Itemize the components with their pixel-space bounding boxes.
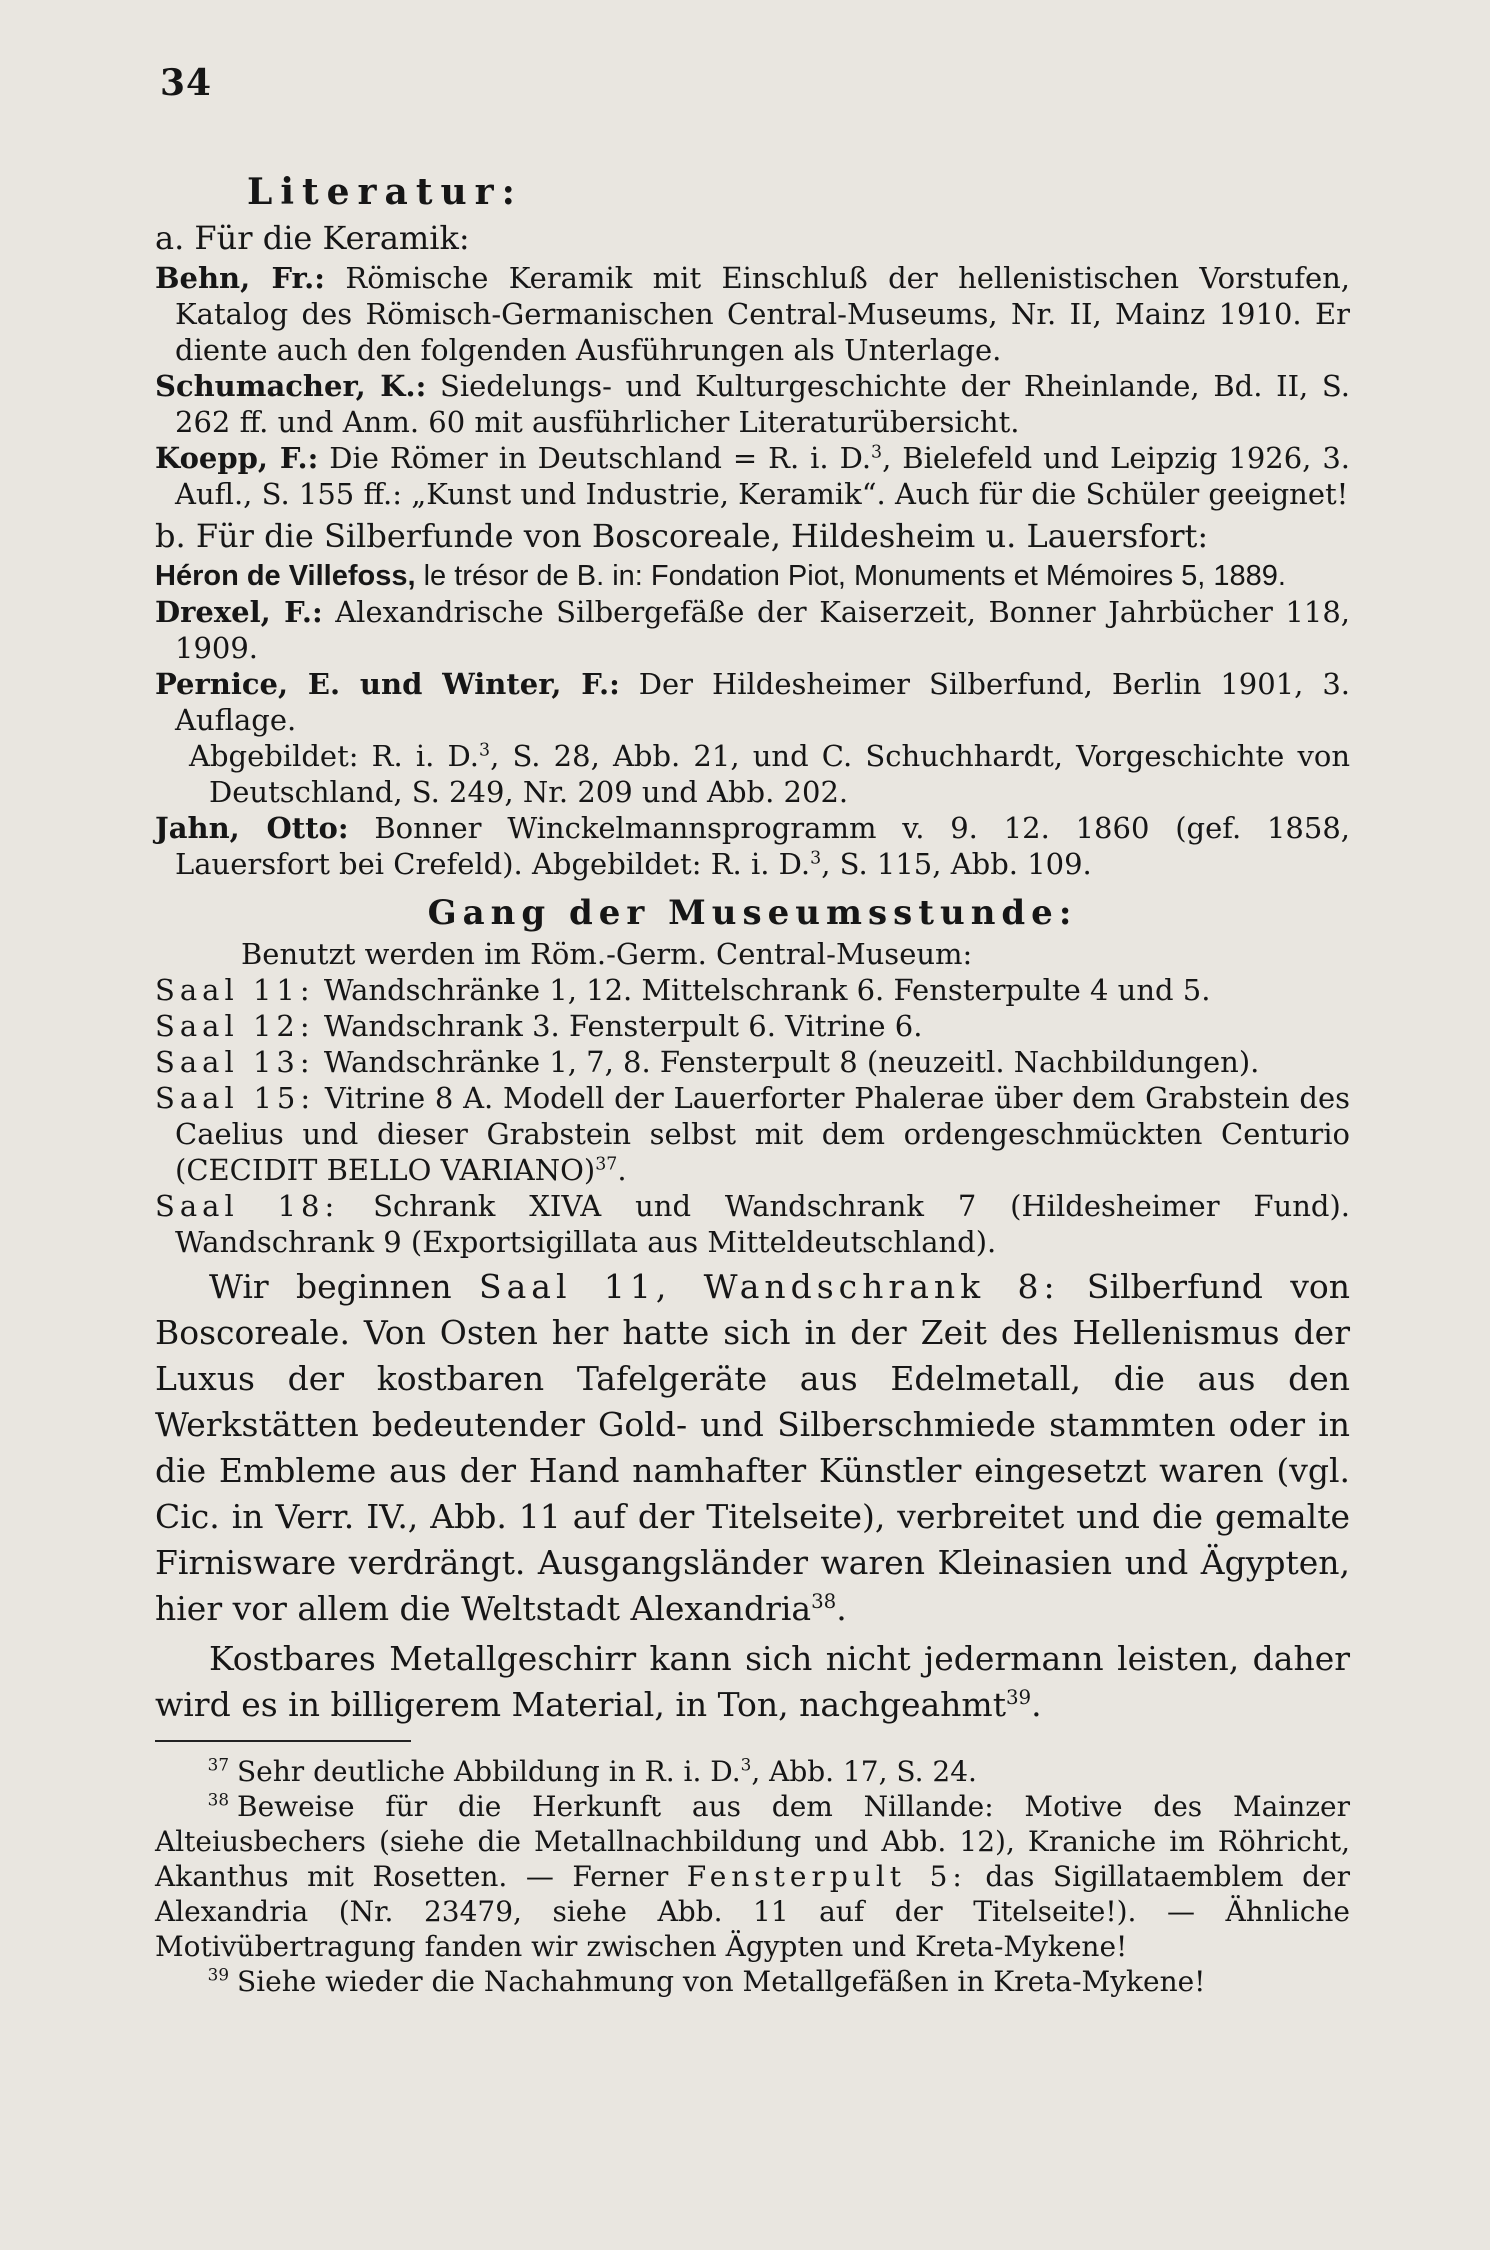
punctuation: . bbox=[836, 1589, 847, 1628]
room-entry bbox=[155, 1008, 1350, 1044]
entry-text: , S. 115, Abb. 109. bbox=[821, 847, 1092, 881]
entry-author: Jahn, Otto: bbox=[155, 811, 349, 845]
room-label: Saal 12: bbox=[155, 1009, 315, 1043]
paragraph-text: Wir beginnen bbox=[209, 1267, 452, 1306]
room-text: Schrank XIVA und Wandschrank 7 (Hildesheimer Fund). Wandschrank 9 (Exportsigillata aus Mitteldeutschland). bbox=[175, 1189, 1350, 1259]
museum-heading: Gang der Museumsstunde: bbox=[427, 893, 1078, 933]
footnote-text: das Sigillataemblem der Alexandria (Nr. 23479, siehe Abb. 11 auf der Titelseite!). — Ähnliche Motivübertragung fanden wir zwischen Ägypten und Kreta-Mykene! bbox=[155, 1860, 1351, 1963]
literature-entry bbox=[155, 558, 1350, 594]
entry-author: Drexel, F.: bbox=[155, 595, 323, 629]
footnote-ref: 39 bbox=[1005, 1686, 1032, 1709]
page-content bbox=[155, 170, 1350, 1999]
entry-text: le trésor de B. in: Fondation Piot, Monuments et Mémoires 5, 1889. bbox=[423, 560, 1286, 592]
room-label: Saal 18: bbox=[155, 1189, 340, 1223]
footnote-number: 39 bbox=[207, 1964, 229, 1985]
room-label: Saal 13: bbox=[155, 1045, 315, 1079]
superscript: 3 bbox=[479, 740, 491, 761]
footnote-rule bbox=[155, 1740, 411, 1742]
literature-entry bbox=[155, 440, 1350, 512]
footnote-text: Siehe wieder die Nachahmung von Metallgefäßen in Kreta-Mykene! bbox=[237, 1965, 1206, 1998]
literature-subheading-b: b. Für die Silberfunde von Boscoreale, Hildesheim u. Lauersfort: bbox=[155, 517, 1209, 555]
room-text: Wandschrank 3. Fensterpult 6. Vitrine 6. bbox=[323, 1009, 923, 1043]
literature-subheading-a: a. Für die Keramik: bbox=[155, 219, 470, 257]
entry-author: Héron de Villefoss, bbox=[155, 560, 416, 592]
literature-entry bbox=[155, 666, 1350, 738]
paragraph-text: Silberfund von Boscoreale. Von Osten her hatte sich in der Zeit des Hellenismus der Luxus der kostbaren Tafelgeräte aus Edelmetall, die aus den Werkstätten bedeutender Gold- und Silberschmiede stammten oder in die Embleme aus der Hand namhafter Künstler eingesetzt waren (vgl. Cic. in Verr. IV., Abb. 11 auf der Titelseite), verbreitet und die gemalte Firnisware verdrängt. Ausgangsländer waren Kleinasien und Ägypten, hier vor allem die Weltstadt Alexandria bbox=[155, 1267, 1351, 1628]
room-entry bbox=[155, 1044, 1350, 1080]
footnote bbox=[155, 1754, 1350, 1789]
entry-text: , S. 28, Abb. 21, und C. Schuchhardt, Vorgeschichte von Deutschland, S. 249, Nr. 209 und Abb. 202. bbox=[209, 739, 1350, 809]
room-text: Wandschränke 1, 7, 8. Fensterpult 8 (neuzeitl. Nachbildungen). bbox=[323, 1045, 1260, 1079]
entry-text: Der Hildesheimer Silberfund, Berlin 1901, 3. Auflage. bbox=[175, 667, 1350, 737]
room-label: Saal 11: bbox=[155, 973, 315, 1007]
punctuation: . bbox=[617, 1153, 627, 1187]
room-text: Vitrine 8 A. Modell der Lauerforter Phalerae über dem Grabstein des Caelius und dieser Grabstein selbst mit dem ordengeschmückten Centurio (CECIDIT BELLO VARIANO) bbox=[175, 1081, 1350, 1187]
entry-text: Römische Keramik mit Einschluß der hellenistischen Vorstufen, Katalog des Römisch-Germanischen Central-Museums, Nr. II, Mainz 1910. Er diente auch den folgenden Ausführungen als Unterlage. bbox=[175, 261, 1350, 367]
literature-entry bbox=[155, 368, 1350, 440]
room-text: Wandschränke 1, 12. Mittelschrank 6. Fensterpulte 4 und 5. bbox=[323, 973, 1211, 1007]
page-number: 34 bbox=[160, 62, 213, 104]
footnote-ref: 38 bbox=[811, 1590, 837, 1613]
entry-text: , Bielefeld und Leipzig 1926, 3. Aufl., S. 155 ff.: „Kunst und Industrie, Keramik“. Auch für die Schüler geeignet! bbox=[175, 441, 1351, 511]
entry-author: Schumacher, K.: bbox=[155, 369, 427, 403]
entry-text: Bonner Winckelmannsprogramm v. 9. 12. 1860 (gef. 1858, Lauersfort bei Crefeld). Abgebildet: R. i. D. bbox=[175, 811, 1350, 881]
body-paragraph bbox=[155, 1636, 1350, 1728]
body-paragraph bbox=[155, 1264, 1350, 1632]
superscript: 3 bbox=[740, 1754, 752, 1775]
entry-text: Abgebildet: R. i. D. bbox=[189, 739, 479, 773]
literature-entry bbox=[155, 260, 1350, 368]
entry-author: Pernice, E. und Winter, F.: bbox=[155, 667, 620, 701]
footnote-number: 38 bbox=[207, 1789, 229, 1810]
entry-text: Siedelungs- und Kulturgeschichte der Rheinlande, Bd. II, S. 262 ff. und Anm. 60 mit ausführlicher Literaturübersicht. bbox=[175, 369, 1350, 439]
entry-text: Die Römer in Deutschland = R. i. D. bbox=[329, 441, 872, 475]
literature-note bbox=[155, 738, 1350, 810]
footnote bbox=[155, 1789, 1350, 1964]
footnote-text: , Abb. 17, S. 24. bbox=[751, 1755, 977, 1788]
literature-entry bbox=[155, 594, 1350, 666]
paragraph-text: Kostbares Metallgeschirr kann sich nicht jedermann leisten, daher wird es in billigerem Material, in Ton, nachgeahmt bbox=[155, 1639, 1350, 1724]
entry-author: Koepp, F.: bbox=[155, 441, 319, 475]
museum-intro: Benutzt werden im Röm.-Germ. Central-Museum: bbox=[241, 937, 973, 971]
punctuation: . bbox=[1031, 1685, 1042, 1724]
room-label: Saal 15: bbox=[155, 1081, 316, 1115]
entry-author: Behn, Fr.: bbox=[155, 261, 325, 295]
room-entry bbox=[155, 1080, 1350, 1188]
literature-entry bbox=[155, 810, 1350, 882]
footnote-number: 37 bbox=[207, 1754, 229, 1775]
room-entry bbox=[155, 1188, 1350, 1260]
footnote-text: Beweise für die Herkunft aus dem Nillande: Motive des Mainzer Alteiusbechers (siehe die Metallnachbildung und Abb. 12), Kraniche im Röhricht, Akanthus mit Rosetten. — Ferner bbox=[155, 1790, 1350, 1893]
superscript: 3 bbox=[810, 848, 822, 869]
literature-heading: Literatur: bbox=[247, 171, 523, 213]
room-reference: Saal 11, Wandschrank 8: bbox=[478, 1267, 1060, 1306]
superscript: 3 bbox=[871, 442, 883, 463]
entry-text: Alexandrische Silbergefäße der Kaiserzeit, Bonner Jahrbücher 118, 1909. bbox=[175, 595, 1350, 665]
room-entry bbox=[155, 972, 1350, 1008]
footnote-ref: 37 bbox=[595, 1154, 618, 1175]
footnote-text: Sehr deutliche Abbildung in R. i. D. bbox=[237, 1755, 741, 1788]
footnote bbox=[155, 1964, 1350, 1999]
display-case-reference: Fensterpult 5: bbox=[686, 1860, 967, 1893]
